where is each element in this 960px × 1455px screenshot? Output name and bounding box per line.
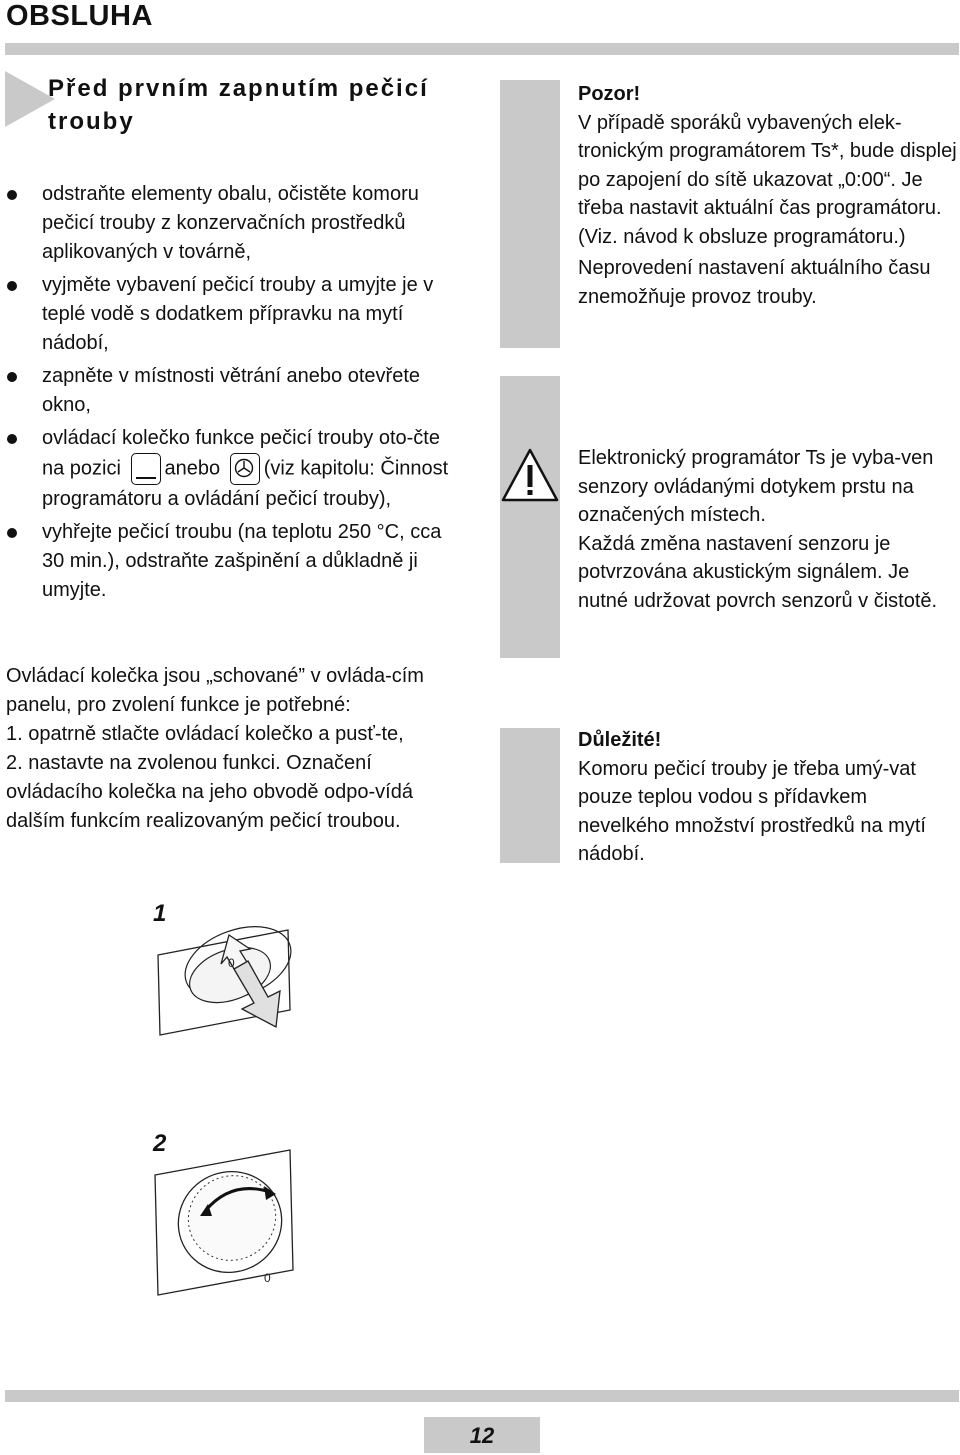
note-title: Pozor!: [578, 83, 641, 105]
list-item: ovládací kolečko funkce pečicí trouby oto-čte na pozici anebo (viz kapitolu: Činnost programátoru a ovládání pečicí trouby),: [6, 424, 466, 514]
knob-instructions: [6, 662, 464, 836]
list-item: odstraňte elementy obalu, očistěte komoru pečicí trouby z konzervačních prostředků aplikovaných v továrně,: [6, 180, 466, 267]
bullet-icon: [7, 372, 17, 382]
paragraph-line: 2. nastavte na zvolenou funkci. Označení ovládacího kolečka na jeho obvodě odpo-vídá dalším funkcím realizovaným pečicí troubou.: [6, 752, 413, 832]
subsection-heading: Před prvním zapnutím pečicí trouby: [48, 75, 429, 135]
bottom-divider: [5, 1390, 959, 1402]
bullet-icon: [7, 528, 17, 538]
section-title: OBSLUHA: [6, 0, 153, 32]
note-electronic-programmer: [578, 444, 958, 615]
list-item: zapněte v místnosti větrání anebo otevřete okno,: [6, 362, 466, 420]
note-text: Každá změna nastavení senzoru je potvrzována akustickým signálem. Je nutné udržovat povrch senzorů v čistotě.: [578, 532, 938, 612]
note-text: Elektronický programátor Ts je vyba-ven senzory ovládanými dotykem prstu na označených místech.: [578, 447, 934, 526]
bullet-icon: [7, 281, 17, 291]
note-text: Neprovedení nastavení aktuálního času znemožňuje provoz trouby.: [578, 257, 931, 308]
list-item: vyjměte vybavení pečicí trouby a umyjte je v teplé vodě s dodatkem přípravku na mytí nádobí,: [6, 271, 466, 358]
note-title: Důležité!: [578, 729, 662, 751]
svg-text:0: 0: [264, 1271, 271, 1285]
bullet-icon: [7, 190, 17, 200]
oven-fan-icon: [230, 453, 260, 485]
svg-text:0: 0: [228, 956, 235, 970]
note-sidebar-bar: [500, 728, 560, 863]
note-sidebar-bar: [500, 80, 560, 348]
instruction-list: [6, 180, 466, 609]
list-item: vyhřejte pečicí troubu (na teplotu 250 °C, cca 30 min.), odstraňte zašpinění a důkladně ji umyjte.: [6, 518, 466, 605]
paragraph-line: 1. opatrně stlačte ovládací kolečko a pusť-te,: [6, 723, 404, 745]
note-sidebar-bar: [500, 376, 560, 658]
page-number: 12: [424, 1417, 540, 1453]
note-text: V případě sporáků vybavených elek-tronickým programátorem Ts*, bude displej po zapojení do sítě ukazovat „0:00“. Je třeba nastavit aktuální čas programátoru. (Viz. návod k obsluze programátoru.): [578, 111, 957, 248]
knob-press-illustration: [150, 915, 300, 1040]
oven-bottom-heat-icon: [131, 453, 161, 485]
top-divider: [5, 43, 959, 55]
figure-number: 1: [153, 900, 167, 927]
note-text: Komoru pečicí trouby je třeba umý-vat pouze teplou vodou s přídavkem nevelkého množství prostředků na mytí nádobí.: [578, 757, 926, 865]
bullet-icon: [7, 434, 17, 444]
figure-number: 2: [153, 1130, 167, 1157]
knob-turn-illustration: [150, 1140, 300, 1300]
paragraph-line: Ovládací kolečka jsou „schované” v ovláda-cím panelu, pro zvolení funkce je potřebné:: [6, 665, 424, 716]
warning-triangle-icon: [500, 446, 560, 506]
note-dulezite: [578, 726, 958, 869]
note-pozor: [578, 80, 958, 311]
